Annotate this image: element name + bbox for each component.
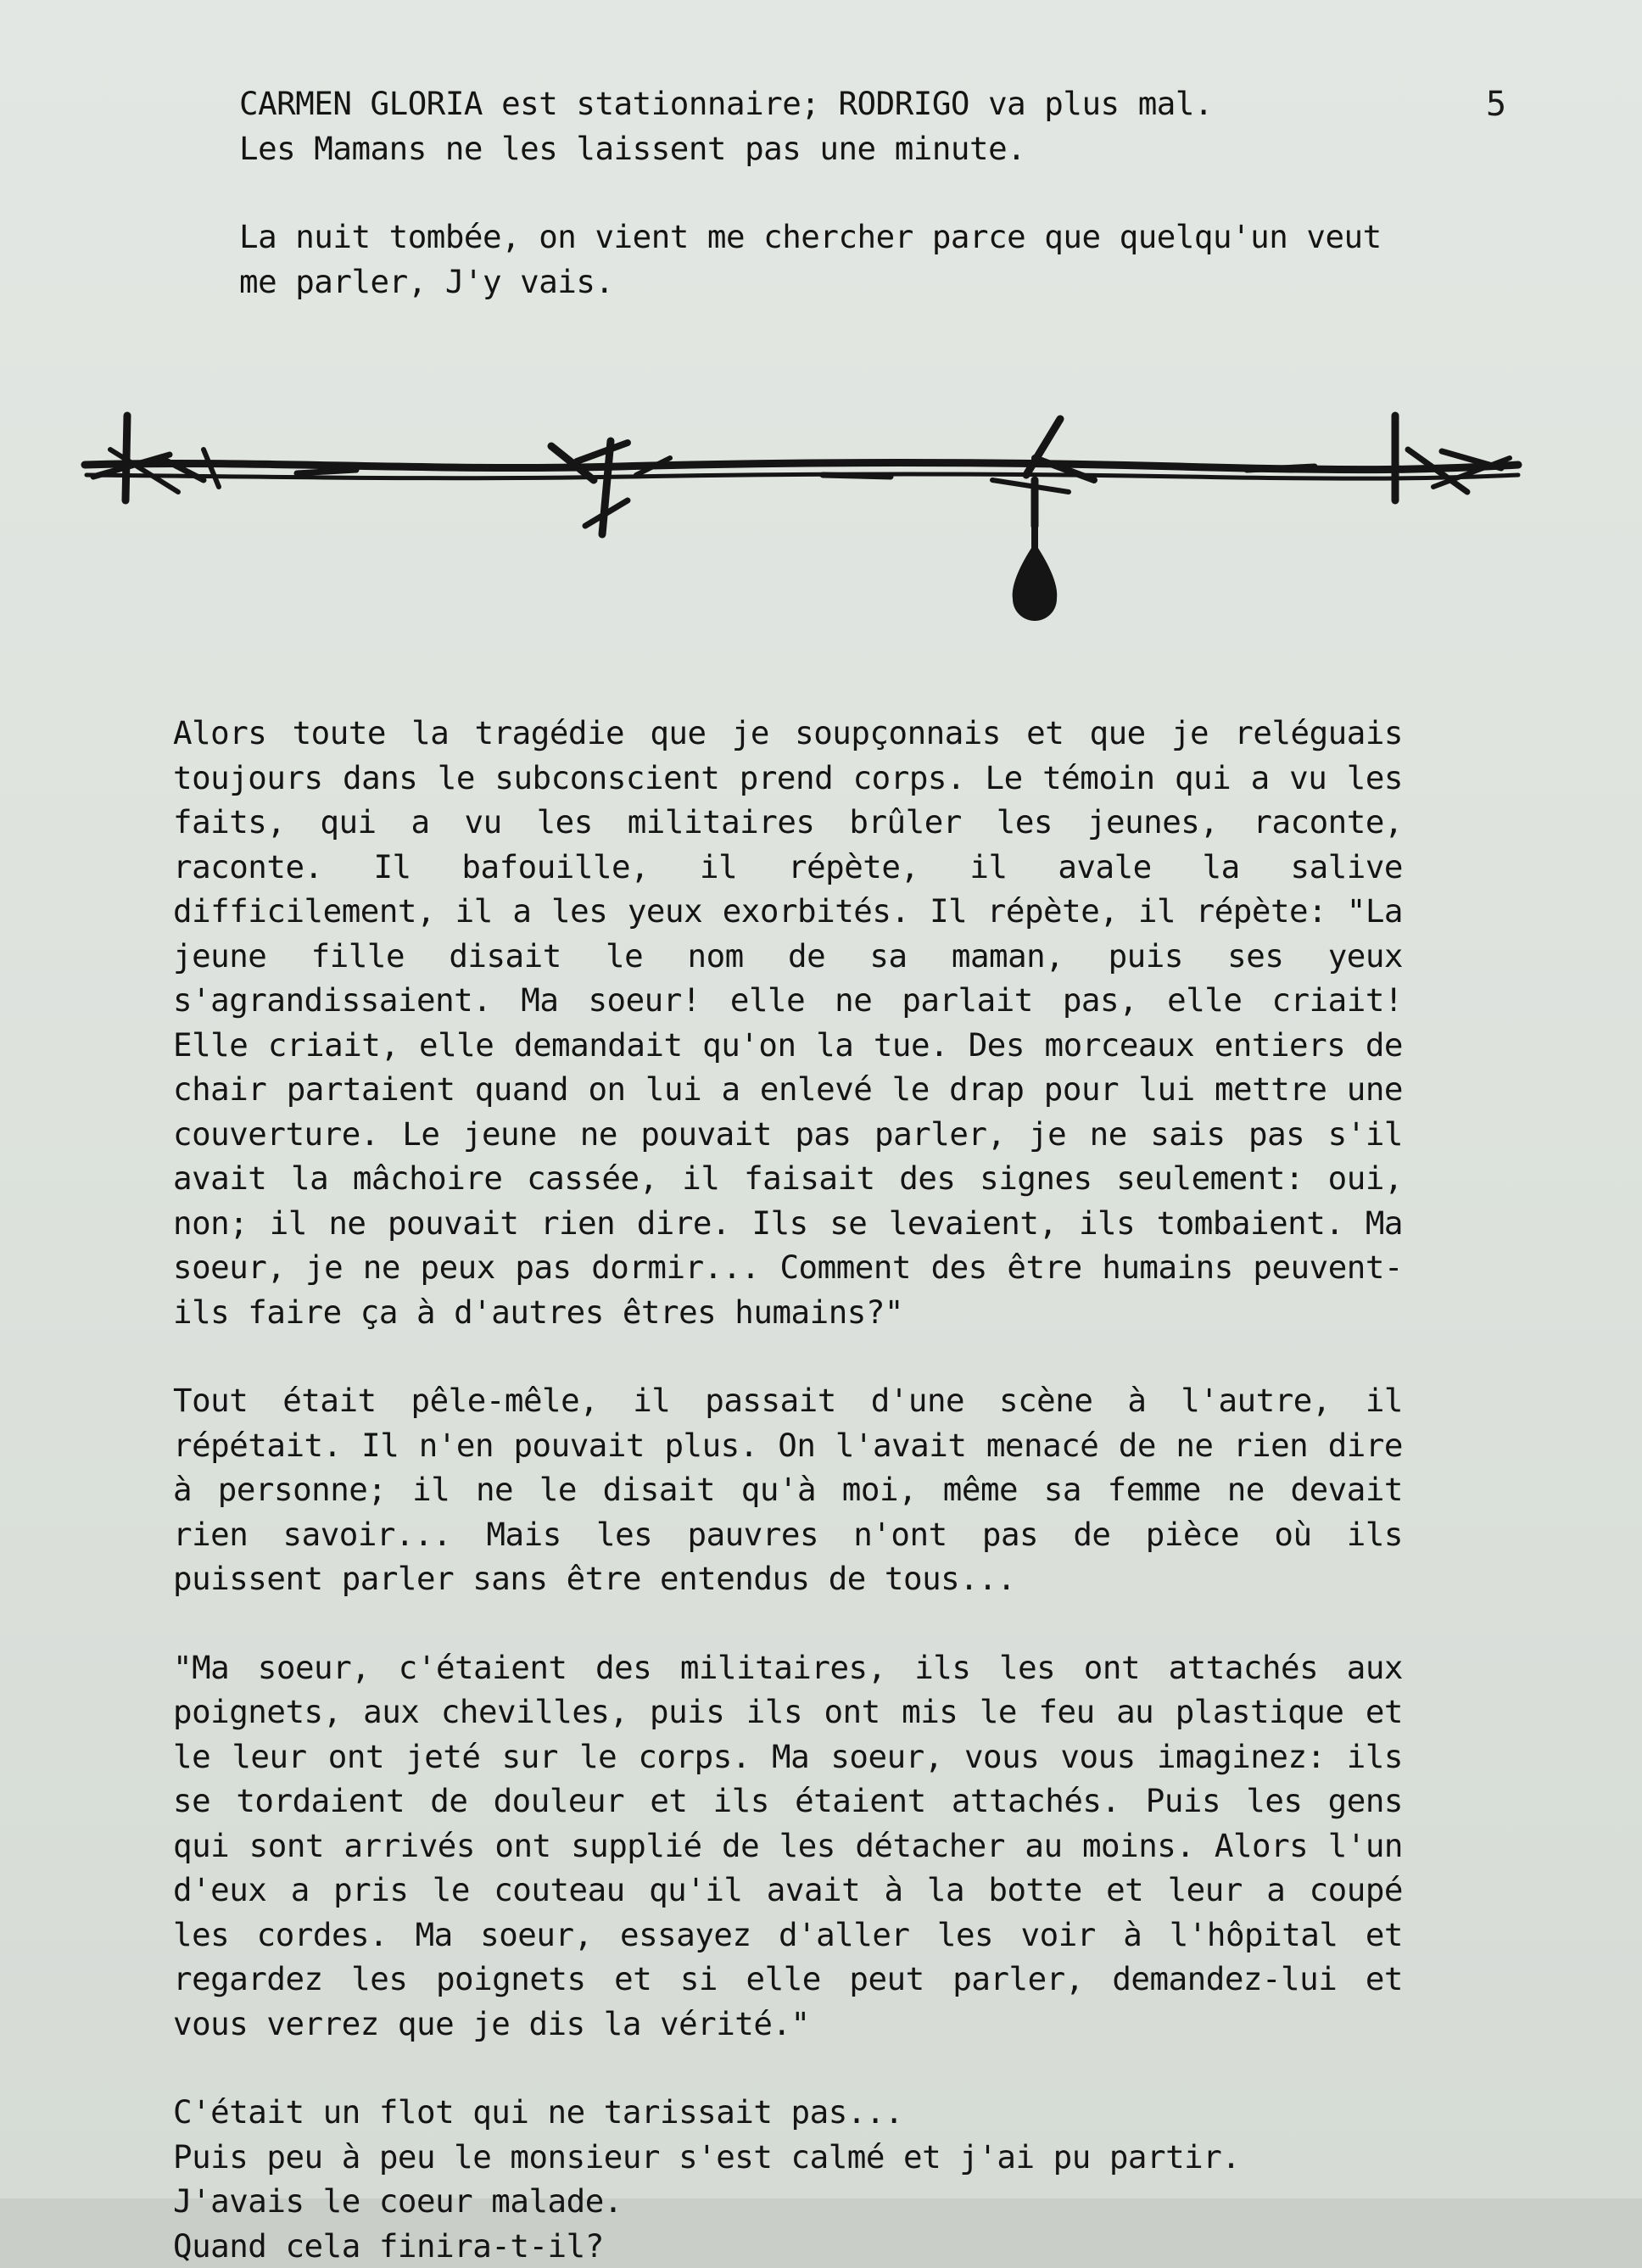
closing-line: C'était un flot qui ne tarissait pas... bbox=[173, 2090, 1403, 2135]
closing-line: J'avais le coeur malade. bbox=[173, 2179, 1403, 2224]
narrative-paragraph: Tout était pêle-mêle, il passait d'une scène à l'autre, il répétait. Il n'en pouvait plus. On l'avait menacé de ne rien dire à personne; il ne le disait qu'à moi, même sa femme ne devait rien savoir... Mais les pauvres n'ont pas de pièce où ils puissent parler sans être entendus de tous... bbox=[173, 1378, 1403, 1601]
narrative-paragraph: Alors toute la tragédie que je soupçonnais et que je reléguais toujours dans le subconscient prend corps. Le témoin qui a vu les faits, qui a vu les militaires brûler les jeunes, raconte, raconte. Il bafouille, il répète, il avale la salive difficilement, il a les yeux exorbités. Il répète, il répète: "La jeune fille disait le nom de sa maman, puis ses yeux s'agrandissaient. Ma soeur! elle ne parlait pas, elle criait! Elle criait, elle demandait qu'on la tue. Des morceaux entiers de chair partaient quand on lui a enlevé le drap pour lui mettre une couverture. Le jeune ne pouvait pas parler, je ne sais pas s'il avait la mâchoire cassée, il faisait des signes seulement: oui, non; il ne pouvait rien dire. Ils se levaient, ils tombaient. Ma soeur, je ne peux pas dormir... Comment des être humains peuvent-ils faire ça à d'autres êtres humains?" bbox=[173, 711, 1403, 1334]
barbed-wire-icon bbox=[76, 399, 1535, 653]
night-line: me parler, J'y vais. bbox=[239, 260, 1444, 304]
closing-paragraph bbox=[173, 2090, 1403, 2268]
blood-drop-icon bbox=[1013, 526, 1058, 621]
intro-section bbox=[239, 81, 1444, 304]
night-line: La nuit tombée, on vient me chercher parce que quelqu'un veut bbox=[239, 215, 1444, 260]
closing-line: Puis peu à peu le monsieur s'est calmé et j'ai pu partir. bbox=[173, 2135, 1403, 2180]
narrative-paragraph: "Ma soeur, c'étaient des militaires, ils les ont attachés aux poignets, aux chevilles, puis ils ont mis le feu au plastique et le leur ont jeté sur le corps. Ma soeur, vous vous imaginez: ils se tordaient de douleur et ils étaient attachés. Puis les gens qui sont arrivés ont supplié de les détacher au moins. Alors l'un d'eux a pris le couteau qu'il avait à la botte et leur a coupé les cordes. Ma soeur, essayez d'aller les voir à l'hôpital et regardez les poignets et si elle peut parler, demandez-lui et vous verrez que je dis la vérité." bbox=[173, 1645, 1403, 2047]
intro-line: CARMEN GLORIA est stationnaire; RODRIGO va plus mal. bbox=[239, 81, 1444, 126]
page-number: 5 bbox=[1486, 85, 1506, 124]
closing-line: Quand cela finira-t-il? bbox=[173, 2224, 1403, 2268]
narrative-section bbox=[173, 711, 1403, 2268]
intro-paragraph bbox=[239, 81, 1444, 170]
intro-line: Les Mamans ne les laissent pas une minute. bbox=[239, 126, 1444, 171]
night-paragraph bbox=[239, 215, 1444, 304]
